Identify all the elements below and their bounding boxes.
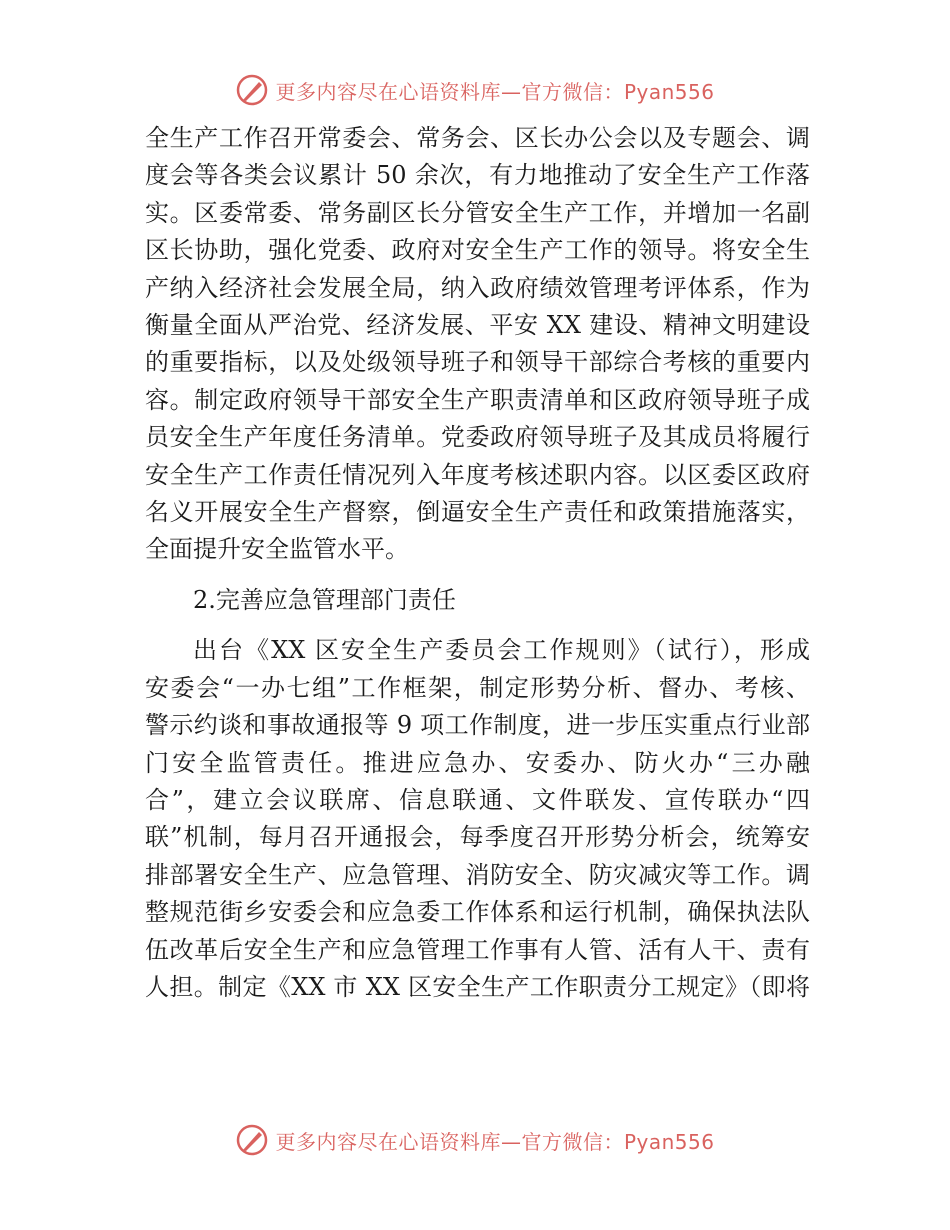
document-body (145, 120, 810, 1019)
footer-banner (0, 1120, 950, 1160)
section-heading (145, 582, 810, 619)
paragraph-1 (145, 120, 810, 569)
text-line: 伍改革后安全生产和应急管理工作事有人管、活有人干、责有 (145, 935, 810, 964)
text-line: 的重要指标，以及处级领导班子和领导干部综合考核的重要内 (145, 348, 810, 377)
text-line: 区长协助，强化党委、政府对安全生产工作的领导。将安全生 (145, 236, 810, 265)
text-line: 出台《XX 区安全生产委员会工作规则》（试行），形成 (193, 636, 810, 665)
text-line: 全面提升安全监管水平。 (145, 535, 409, 564)
text-line: 合”，建立会议联席、信息联通、文件联发、宣传联办“四 (145, 785, 810, 814)
text-line: 名义开展安全生产督察，倒逼安全生产责任和政策措施落实， (145, 498, 810, 527)
text-line: 安委会“一办七组”工作框架，制定形势分析、督办、考核、 (145, 673, 810, 702)
text-line: 门安全监管责任。推进应急办、安委办、防火办“三办融 (145, 748, 810, 777)
footer-banner-text: 更多内容尽在心语资料库—官方微信：Pyan556 (275, 1129, 715, 1154)
heading-2: 2.完善应急管理部门责任 (193, 585, 456, 614)
text-line: 实。区委常委、常务副区长分管安全生产工作，并增加一名副 (145, 198, 810, 227)
text-line: 安全生产工作责任情况列入年度考核述职内容。以区委区政府 (145, 460, 810, 489)
text-line: 全生产工作召开常委会、常务会、区长办公会以及专题会、调 (145, 124, 810, 152)
text-line: 排部署安全生产、应急管理、消防安全、防灾减灾等工作。调 (145, 860, 810, 889)
quill-logo-icon (235, 1123, 269, 1157)
paragraph-2 (145, 632, 810, 1006)
text-line: 联”机制，每月召开通报会，每季度召开形势分析会，统筹安 (145, 823, 810, 852)
text-line: 产纳入经济社会发展全局，纳入政府绩效管理考评体系，作为 (145, 273, 810, 302)
text-line: 整规范街乡安委会和应急委工作体系和运行机制，确保执法队 (145, 898, 810, 927)
text-line: 警示约谈和事故通报等 9 项工作制度，进一步压实重点行业部 (145, 711, 810, 740)
header-banner (0, 70, 950, 110)
text-line: 员安全生产年度任务清单。党委政府领导班子及其成员将履行 (145, 423, 810, 452)
quill-logo-icon (235, 73, 269, 107)
header-banner-text: 更多内容尽在心语资料库—官方微信：Pyan556 (275, 79, 715, 104)
text-line: 衡量全面从严治党、经济发展、平安 XX 建设、精神文明建设 (145, 311, 810, 340)
text-line: 容。制定政府领导干部安全生产职责清单和区政府领导班子成 (145, 385, 810, 414)
text-line: 度会等各类会议累计 50 余次，有力地推动了安全生产工作落 (145, 161, 810, 190)
text-line: 人担。制定《XX 市 XX 区安全生产工作职责分工规定》（即将 (145, 972, 810, 1001)
